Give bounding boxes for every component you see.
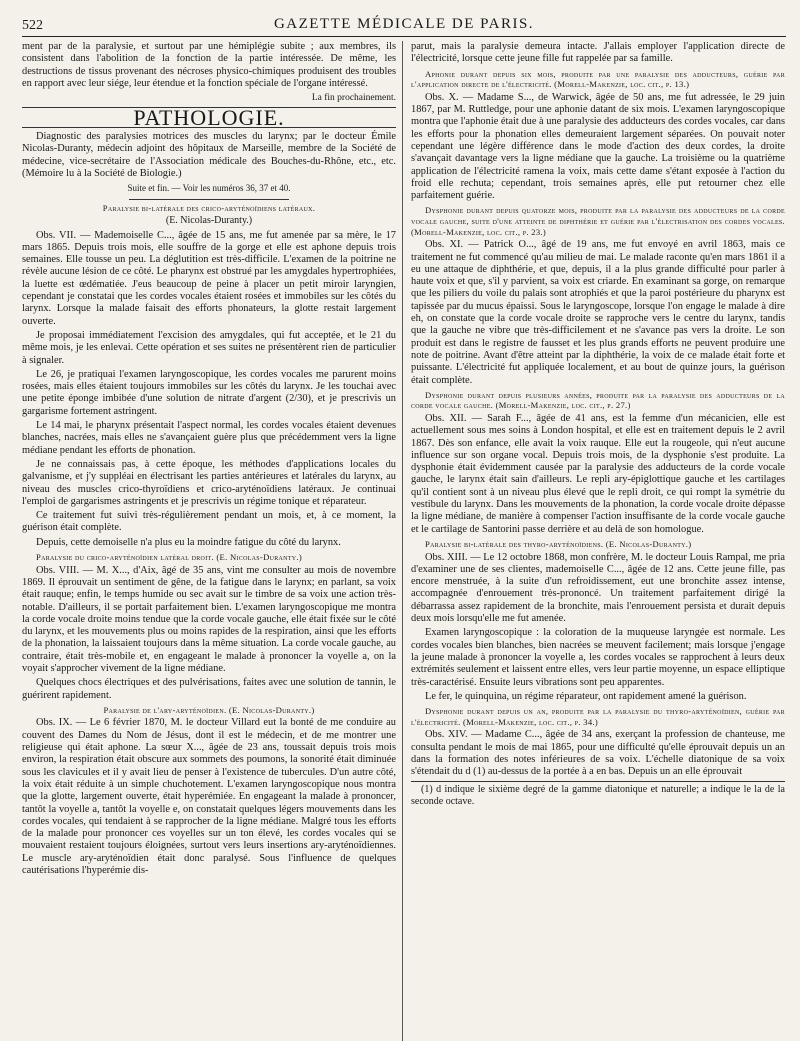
case-heading xyxy=(22,552,396,563)
observation-paragraph: Obs. VIII. — M. X..., d'Aix, âgé de 35 ans, vint me consulter au mois de novembre 1869. Il éprouvait un sentiment de gêne, de la fatigue dans le larynx; en parlant, sa voix était rauque; enfin, le temps humide ou sec avait sur le timbre de sa voix une action très-notable. D'ailleurs, il se portait parfaitement bien. L'examen laryngoscopique me montra la corde vocale droite moins tendue que la corde vocale gauche, elle était fixée sur le côté du larynx, et les mouvements plus ou moins rapides de la respiration, ainsi que les efforts de la phonation, la laissaient toujours dans la même situation. La corde vocale gauche, au contraire, était très-mobile et, en engageant le malade à prononcer la voyelle a, on la voyait s'approcher vivement de la ligne médiane. xyxy=(22,564,396,674)
observation-paragraph: Je proposai immédiatement l'excision des amygdales, qui fut acceptée, et le 21 du même mois, je les enlevai. Cette opération et ses suites ne présentèrent rien de particulier à signaler. xyxy=(22,329,396,366)
case-byline: (E. Nicolas-Duranty.) xyxy=(605,538,692,549)
case-byline: (E. Nicolas-Duranty.) xyxy=(216,552,303,563)
observation-paragraph: Obs. XII. — Sarah F..., âgée de 41 ans, est la femme d'un mécanicien, elle est actuellement sous mes soins à London hospital, et elle est en traitement depuis le 2 avril 1867. Dès son enfance, elle avait la voix rauque. Elle eut la rougeole, qui n'eut aucune influence sur son organe vocal. Depuis trois mois, de la dysphonie s'est produite. La dysphonie était évidemment causée par la paralysie des adducteurs de la corde vocale gauche, le larynx était sain d'ailleurs. Le repli ary-épiglottique gauche et les cartilages qu'il contient sont à un niveau plus élevé que le repli droit, ce qui rompt la symétrie du vestibule du larynx. Dans les mouvements de la phonation, la corde vocale droite dépasse la ligne médiane, de manière à compenser l'action insuffisante de la corde vocale gauche et le cartilage de Santorini passe derrière et au delà de son homologue. xyxy=(411,412,785,535)
divider xyxy=(129,199,289,200)
suite-note: Suite et fin. — Voir les numéros 36, 37 et 40. xyxy=(127,183,291,194)
case-reference: (Morell-Makenzie, loc. cit., p. 23.) xyxy=(411,226,547,237)
case-byline: (E. Nicolas-Duranty.) xyxy=(228,704,315,715)
observation-paragraph: Obs. VII. — Mademoiselle C..., âgée de 15 ans, me fut amenée par sa mère, le 17 mars 1865. Depuis trois mois, elle souffre de la gorge et elle est aphone depuis trois semaines. Elle tousse un peu. La déglutition est très-difficile. L'examen de la poitrine ne révèle aucune lésion de ce côté. Le pharynx est obstrué par les amygdales hypertrophiées, la luette est œdématiée. J'eus beaucoup de peine à placer un petit miroir laryngien, cependant je constatai que les cordes vocales étaient rosées et immobiles sur les côtés du larynx. Lorsque la malade faisait des efforts phonateurs, la glotte restait largement ouverte. xyxy=(22,229,396,327)
right-column xyxy=(403,41,785,1041)
case-heading xyxy=(411,69,785,90)
two-column-body xyxy=(22,41,786,1041)
case-heading-text: Dysphonie durant depuis un an, produite par la paralysie du thyro-aryténoïdien, guérie par l'électricité. xyxy=(411,706,785,727)
case-reference: (Morell-Makenzie, loc. cit., p. 13.) xyxy=(554,79,690,90)
observation-paragraph: Le fer, le quinquina, un régime réparateur, ont rapidement amené la guérison. xyxy=(425,690,747,702)
section-title: PATHOLOGIE. xyxy=(22,112,396,127)
observation-paragraph: Obs. XI. — Patrick O..., âgé de 19 ans, me fut envoyé en avril 1863, mais ce traitement ne fut commencé qu'au milieu de mai. Le malade raconte qu'en mars 1861 il a eu une attaque de diphthérie, et que, depuis, il a la plus grande difficulté pour parler à haute voix et que, s'il y parvient, sa voix est criarde. En examinant sa gorge, on remarque que les piliers du voile du palais sont atrophiés et que la paroi postérieure du pharynx est tapissée par du mucus épaissi. Sous le laryngoscope, lorsque l'on engage le malade à dire eh, on constate que la corde vocale droite se rapproche vers le centre du larynx, tandis que la gauche ne vibre que très-difficilement et ne s'avance pas vers la droite. Le son produit est dans le registre de fausset et les plus grands efforts ne peuvent produire une note de poitrine. Avant d'être atteint par la diphthérie, la voix de ce malade était forte et puissante. L'électricité fut appliquée localement, et au bout de quinze jours, la guérison était complète. xyxy=(411,239,785,386)
page-number: 522 xyxy=(22,18,43,33)
case-reference: (Morell-Makenzie, loc. cit., p. 27.) xyxy=(495,400,631,411)
observation-paragraph: Ce traitement fut suivi très-régulièrement pendant un mois, et, à ce moment, la guérison était complète. xyxy=(22,510,396,534)
continued-paragraph: parut, mais la paralysie demeura intacte. J'allais employer l'application directe de l'électricité, lorsque cette jeune fille fut rappelée par sa famille. xyxy=(411,41,785,65)
case-byline: (E. Nicolas-Duranty.) xyxy=(165,215,253,227)
case-heading xyxy=(411,539,785,550)
observation-paragraph: Le 26, je pratiquai l'examen laryngoscopique, les cordes vocales me parurent moins rosées, mais elles étaient toujours immobiles sur les côtés du larynx. Je les touchai avec une petite éponge imbibée d'une solution de nitrate d'argent (2/30), et je prescrivis un gargarisme fortement astringent. xyxy=(22,368,396,417)
case-heading xyxy=(411,205,785,237)
case-reference: (Morell-Makenzie, loc. cit., p. 34.) xyxy=(463,716,599,727)
case-heading-text: Paralysie bi-latérale des thyro-aryténoïdiens. xyxy=(425,538,604,549)
observation-paragraph: Obs. XIV. — Madame C..., âgée de 34 ans, exerçant la profession de chanteuse, me consulta pendant le mois de mai 1865, pour une difficulté qu'elle éprouvait depuis un an dans la formation des notes inférieures de sa voix. L'échelle diatonique de sa voix s'étendait du d (1) au-dessus de la portée à a en bas. Depuis un an elle éprouvait xyxy=(411,729,785,778)
observation-paragraph: Le 14 mai, le pharynx présentait l'aspect normal, les cordes vocales étaient devenues blanches, nacrées, mais elles ne s'avançaient guère plus que précédemment vers la ligne médiane pendant les efforts de phonation. xyxy=(22,420,396,456)
page-header xyxy=(22,10,786,37)
case-heading-text: Aphonie durant depuis six mois, produite par une paralysie des adducteurs, guérie par l'application directe de l'électricité. xyxy=(411,68,785,90)
observation-paragraph: Obs. XIII. — Le 12 octobre 1868, mon confrère, M. le docteur Louis Rampal, me pria d'examiner une de ses clientes, mademoiselle C..., âgée de 12 ans. Cette jeune fille, pas encore menstruée, à la suite d'un refroidissement, eut une bronchite assez intense, accompagnée d'enrouement très-prononcé. Un traitement parfaitement dirigé la débarrassa assez rapidement de la bronchite, mais l'enrouement persista et durait depuis deux mois lorsqu'elle me fut amenée. xyxy=(411,551,785,625)
observation-paragraph: Depuis, cette demoiselle n'a plus eu la moindre fatigue du côté du larynx. xyxy=(36,536,341,548)
observation-paragraph: Obs. IX. — Le 6 février 1870, M. le docteur Villard eut la bonté de me conduire au couvent des Dames du Nom de Jésus, dont il est le médecin, et de me montrer une religieuse qui était aphone. La sœur X..., âgée de 23 ans, toussait depuis trois mois environ, la respiration était obscure aux sommets des poumons, la sonorité était diminuée sous les clavicules et il y avait lieu de penser à l'existence de tubercules. D'un autre côté, la voix était réduite à un simple chuchotement. L'examen laryngoscopique nous montra que la glotte, largement ouverte, était hyperémiée. En engageant la malade à prononcer, tantôt la voyelle a, tantôt la voyelle e, on constatait quelques légers mouvements dans les cordes vocales, qui tendaient à se rapprocher de la ligne médiane. Malgré tous les efforts de la malade pour prononcer ces voyelles sur un ton élevé, les cordes vocales qui se mouvaient restaient toujours éloignées, surtout vers leurs insertions ary-aryténoïdiennes. Le muscle ary-aryténoïdien était donc paralysé. Sous l'influence de quelques cautérisations l'hyperémie dis- xyxy=(22,717,396,877)
continued-paragraph: ment par de la paralysie, et surtout par une hémiplégie subite ; aux membres, ils consistent dans l'abolition de la fonction de la partie intéressée. De même, les destructions de tissus provenant des nécroses physico-chimiques produisent des troubles en rapport avec leur siége, leur étendue et la fonction spéciale de l'organe intéressé. xyxy=(22,41,396,89)
to-be-continued-note: La fin prochainement. xyxy=(311,93,396,104)
article-intro: Diagnostic des paralysies motrices des muscles du larynx; par le docteur Émile Nicolas-Duranty, médecin adjoint des hôpitaux de Marseille, membre de la Société de médecine, vice-secrétaire de l'Association médicale des Bouches-du-Rhône, etc., etc. (Mémoire lu à la Société de Biologie.) xyxy=(22,130,396,179)
footnote-text: (1) d indique le sixième degré de la gamme diatonique et naturelle; a indique le la de la seconde octave. xyxy=(411,784,785,808)
case-heading-text: Paralysie de l'ary-aryténoïdien. xyxy=(103,704,227,715)
observation-paragraph: Obs. X. — Madame S..., de Warwick, âgée de 50 ans, me fut adressée, le 29 juin 1867, par M. Ruttledge, pour une aphonie datant de six mois. L'examen laryngoscopique montra que l'aphonie était due à une paralysie des adducteurs des cordes vocales, car dans les efforts pour la phonation elles demeuraient largement séparées. On pouvait noter cependant une légère différence dans le mode d'action des deux cordes, la droite s'avançait davantage vers la ligne médiane que la gauche. La troisième ou la quatrième application de l'électricité ramena la voix, mais cette dame s'étant exposée à l'action du froid elle rechuta; cependant, trois semaines après, elle put retourner chez elle parfaitement guérie. xyxy=(411,91,785,202)
case-heading-text: Dysphonie durant depuis plusieurs années, produite par la paralysie des adducteurs de la corde vocale gauche. xyxy=(411,389,785,411)
journal-title: GAZETTE MÉDICALE DE PARIS. xyxy=(273,16,535,32)
case-heading xyxy=(411,390,785,411)
observation-paragraph: Quelques chocs électriques et des pulvérisations, faites avec une solution de tannin, le guérirent rapidement. xyxy=(22,677,396,701)
case-heading xyxy=(22,705,396,716)
observation-paragraph: Examen laryngoscopique : la coloration de la muqueuse laryngée est normale. Les cordes vocales bien blanches, bien nacrées se meuvent facilement; mais lorsque j'engage la jeune malade à prononcer la voyelle a, les cordes vocales se rapprochent à leurs deux extrémités seulement et laissent entre elles, vers leur partie moyenne, un espace elliptique très-caractérisé. Ensuite leurs vibrations sont peu apparentes. xyxy=(411,627,785,688)
case-heading: Paralysie bi-latérale des crico-aryténoïdiens latéraux. xyxy=(102,202,316,213)
case-heading-text: Dysphonie durant depuis quatorze mois, produite par la paralysie des adducteurs de la corde vocale gauche, suite d'une atteinte de diphthérie et guérie par l'électrisation des cordes vocales. xyxy=(411,205,785,227)
footnote xyxy=(411,781,785,808)
observation-paragraph: Je ne connaissais pas, à cette époque, les méthodes d'applications locales du galvanisme, et j'y suppléai en électrisant les parties antérieures et latérales du larynx, au niveau des muscles crico-thyroïdiens et crico-aryténoïdiens latéraux. Je continuai l'emploi de gargarismes astringents et je prescrivis un régime tonique et réparateur. xyxy=(22,458,396,507)
case-heading-text: Paralysie du crico-aryténoïdien latéral droit. xyxy=(36,552,214,563)
left-column xyxy=(22,41,403,1041)
case-heading xyxy=(411,706,785,727)
